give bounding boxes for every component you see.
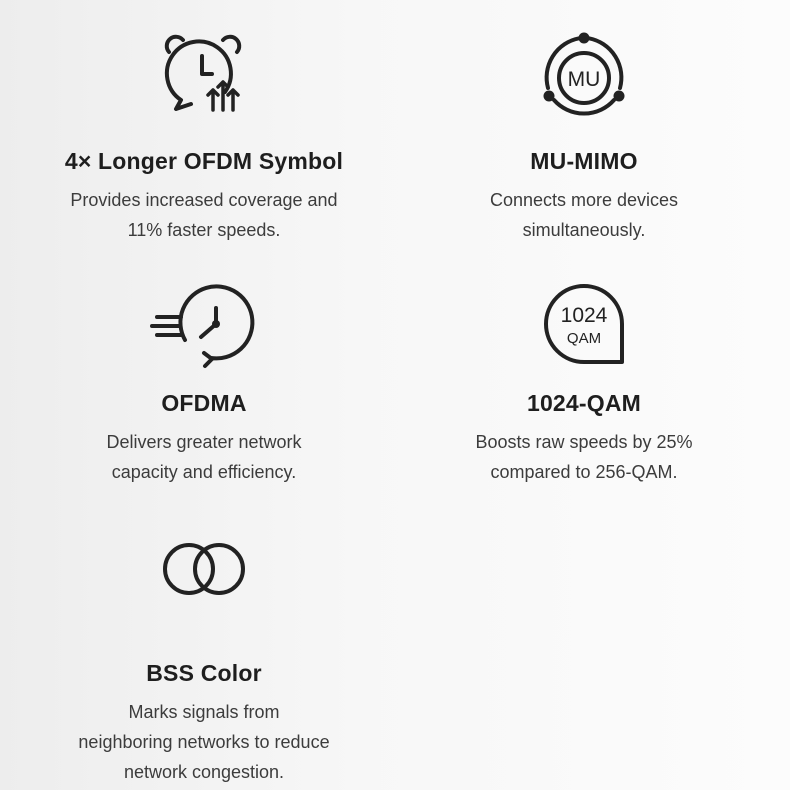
feature-1024-qam bbox=[394, 280, 774, 487]
feature-title: BSS Color bbox=[146, 660, 262, 686]
feature-title: 1024-QAM bbox=[526, 390, 642, 416]
feature-ofdm-symbol bbox=[14, 30, 394, 245]
overlapping-circles-icon bbox=[14, 542, 394, 660]
feature-title: 4× Longer OFDM Symbol bbox=[64, 148, 344, 174]
feature-ofdma bbox=[14, 280, 394, 487]
description-line: Connects more devices bbox=[489, 190, 679, 210]
alarm-clock-speed-icon bbox=[14, 30, 394, 148]
feature-description bbox=[394, 427, 774, 487]
mu-mimo-icon bbox=[394, 30, 774, 148]
feature-title: OFDMA bbox=[161, 390, 247, 416]
description-line: simultaneously. bbox=[522, 220, 646, 240]
description-line: Delivers greater network bbox=[106, 432, 302, 452]
qam-icon-number: 1024 bbox=[560, 304, 608, 327]
qam-badge-icon bbox=[394, 280, 774, 390]
description-line: compared to 256-QAM. bbox=[490, 462, 678, 482]
description-line: network congestion. bbox=[123, 762, 285, 782]
description-line: 11% faster speeds. bbox=[127, 220, 281, 240]
feature-bss-color bbox=[14, 542, 394, 787]
feature-description bbox=[14, 185, 394, 245]
feature-mu-mimo bbox=[394, 30, 774, 245]
feature-title: MU-MIMO bbox=[530, 148, 638, 174]
feature-description bbox=[394, 185, 774, 245]
description-line: neighboring networks to reduce bbox=[78, 732, 330, 752]
fast-clock-icon bbox=[14, 280, 394, 390]
description-line: Provides increased coverage and bbox=[70, 190, 338, 210]
mu-icon-text: MU bbox=[567, 68, 601, 91]
description-line: Boosts raw speeds by 25% bbox=[475, 432, 693, 452]
description-line: Marks signals from bbox=[128, 702, 280, 722]
feature-description bbox=[14, 427, 394, 487]
feature-description bbox=[14, 697, 394, 787]
description-line: capacity and efficiency. bbox=[111, 462, 297, 482]
qam-icon-label: QAM bbox=[566, 330, 602, 347]
